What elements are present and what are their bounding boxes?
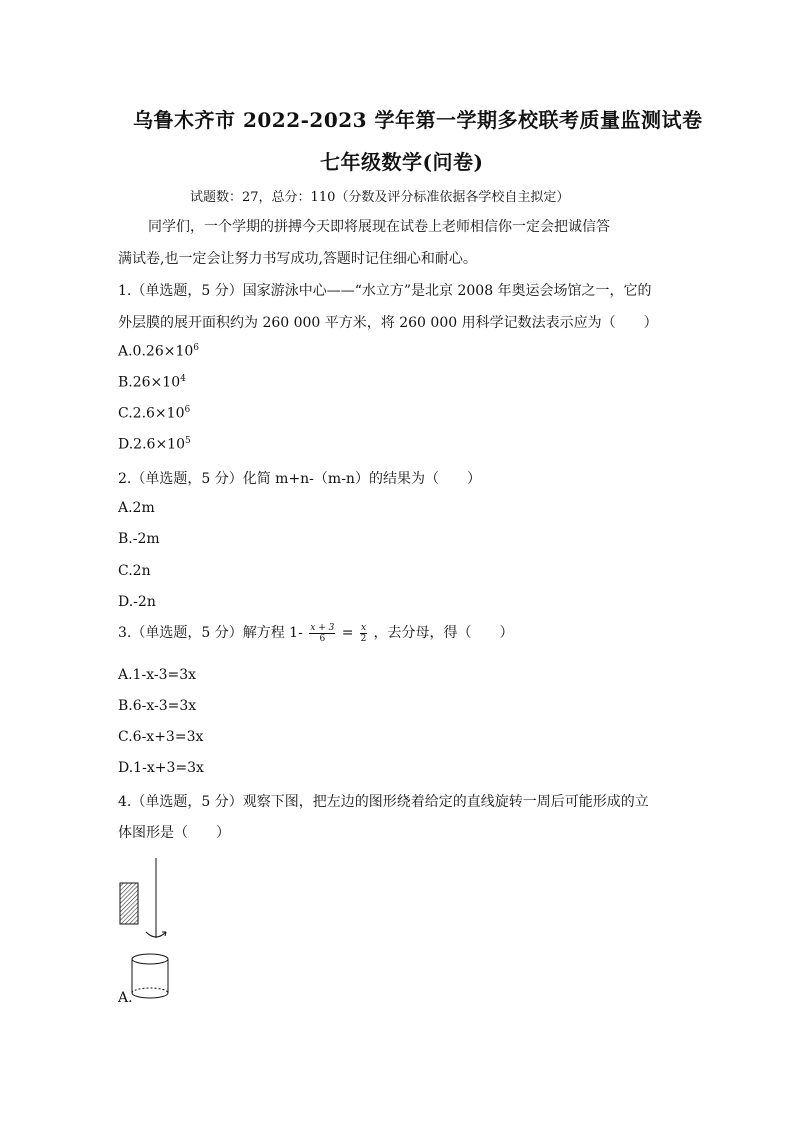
q3-stem-suffix: ，去分母，得（ ） [373,625,514,641]
q1-stem-line-1: 1.（单选题，5 分）国家游泳中心——“水立方”是北京 2008 年奥运会场馆之一，它的 [118,283,652,299]
q1-option-d: $D.2.6\times 10^5$ [118,436,191,453]
q3-option-d: D.1-x+3=3x [118,760,204,776]
hatched-rectangle [120,883,138,924]
q3-option-b: B.6-x-3=3x [118,698,197,714]
q2-stem: 2.（单选题，5 分）化简 m+n-（m-n）的结果为（ ） [118,471,481,487]
q4-option-a-label: A. [118,990,133,1006]
q4-stem-line-1: 4.（单选题，5 分）观察下图，把左边的图形绕着给定的直线旋转一周后可能形成的立 [118,794,649,810]
q3-stem-prefix: 3.（单选题，5 分）解方程 1- [118,625,303,641]
exam-title: 乌鲁木齐市 2022-2023 学年第一学期多校联考质量监测试卷 [133,108,703,132]
cylinder-icon [128,950,174,1004]
q2-option-b: B.-2m [118,531,160,547]
q2-option-c: C.2n [118,563,151,579]
exam-subtitle: 七年级数学(问卷) [320,150,484,174]
q1-option-b: $B.26\times 10^4$ [118,374,186,391]
q1-option-c: $C.2.6\times 10^6$ [118,405,191,422]
q3-fraction-2: $\frac{x}{2}$ [360,622,367,644]
intro-line-1: 同学们，一个学期的拼搏今天即将展现在试卷上老师相信你一定会把诚信答 [148,219,610,235]
exam-info: 试题数：27，总分：110（分数及评分标准依据各学校自主拟定） [190,190,570,205]
q3-fraction-1: $\frac{x + 3}{6}$ [310,622,335,644]
q3-equals: = [341,625,354,641]
q2-option-d: D.-2n [118,594,156,610]
intro-line-2: 满试卷,也一定会让努力书写成功,答题时记住细心和耐心。 [118,251,477,267]
q1-stem-line-2: 外层膜的展开面积约为 260 000 平方米，将 260 000 用科学记数法表示应为（ ） [118,315,658,331]
q3-option-c: C.6-x+3=3x [118,729,204,745]
q3-option-a: A.1-x-3=3x [118,667,197,683]
q2-option-a: A.2m [118,500,155,516]
q4-stem-line-2: 体图形是（ ） [118,825,230,841]
q1-option-a: $A.0.26\times 10^6$ [118,343,200,360]
rotation-figure [110,858,180,948]
q3-stem [118,622,514,644]
